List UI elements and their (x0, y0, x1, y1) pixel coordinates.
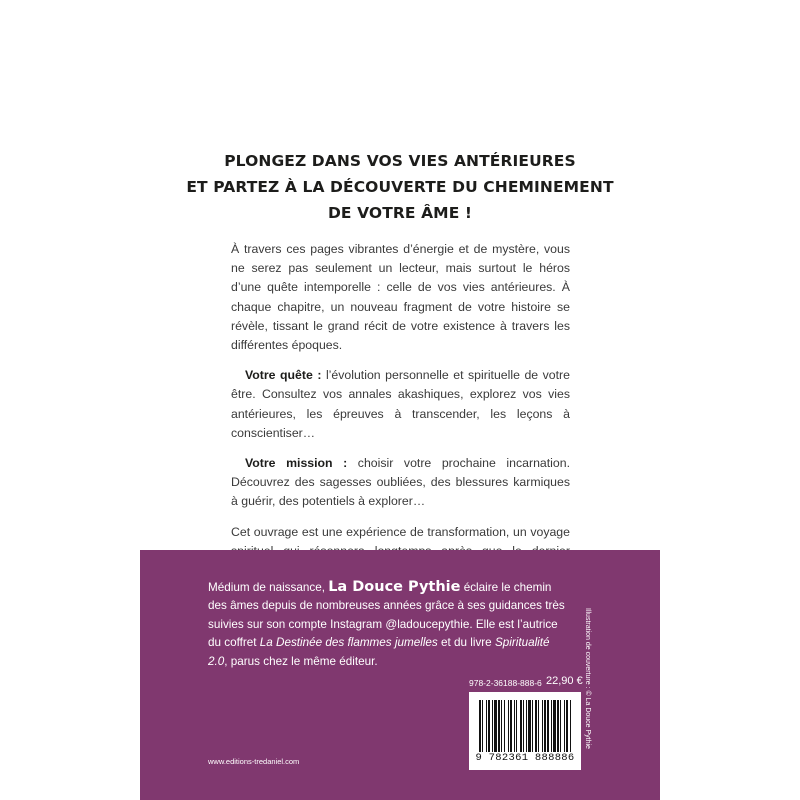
blurb-text (231, 240, 570, 591)
barcode-bar (504, 700, 505, 752)
blurb-paragraph-closing: Cet ouvrage est une expérience de transformation, un voyage (231, 524, 570, 539)
barcode-bar (523, 700, 524, 752)
headline-line-2: ET PARTEZ À LA DÉCOUVERTE DU CHEMINEMENT (186, 178, 614, 196)
barcode-bar (510, 700, 512, 752)
barcode-bar (535, 700, 537, 752)
barcode-bar (479, 700, 481, 752)
barcode-bar (494, 700, 497, 752)
headline (140, 148, 660, 226)
author-name: La Douce Pythie (328, 579, 461, 595)
author-panel (140, 550, 660, 800)
book-back-cover (140, 0, 660, 800)
barcode-bar (488, 700, 490, 752)
barcode-bar (532, 700, 533, 752)
bio-end: , parus chez le même éditeur. (224, 654, 378, 668)
barcode-bar (544, 700, 546, 752)
isbn-number: 978-2-36188-888-6 (469, 678, 542, 688)
blurb-paragraph-mission (231, 454, 570, 512)
barcode-bar (557, 700, 559, 752)
barcode-bar (501, 700, 502, 752)
headline-line-1: PLONGEZ DANS VOS VIES ANTÉRIEURES (224, 152, 576, 170)
barcode-bar (560, 700, 561, 752)
barcode-bar (528, 700, 531, 752)
publisher-website: www.editions-tredaniel.com (208, 757, 300, 766)
barcode-bar (520, 700, 522, 752)
barcode-bar (547, 700, 549, 752)
blurb-paragraph-quete (231, 366, 570, 443)
author-bio (208, 578, 568, 671)
mission-text: choisir votre prochaine incarnation. Découvrez des sagesses oubliées, des blessures karmiques à guérir, des potentiels à explorer… (231, 456, 570, 509)
book-title-coffret: La Destinée des flammes jumelles (259, 636, 438, 650)
barcode-digits: 9 782361 888886 (475, 752, 575, 764)
illustration-credit: Illustration de couverture : © La Douce Pythie (584, 608, 591, 749)
headline-line-3: DE VOTRE ÂME ! (327, 204, 473, 222)
barcode-bar (564, 700, 565, 752)
bio-intro: Médium de naissance, (208, 581, 329, 594)
barcode-bar (566, 700, 568, 752)
price: 22,90 € (546, 675, 583, 687)
barcode-bar (492, 700, 493, 752)
book-title-spiritualite: Spiritualité 2.0 (208, 636, 550, 668)
blurb-paragraph-intro: À travers ces pages vibrantes d’énergie et de mystère, vous ne serez pas seulement un lecteur, mais surtout le héros d’une quête intemporelle : celle de vos vies antérieures. À chaque chapitre, un nouveau fragment de votre histoire se révèle, tissant le grand récit de votre existence à travers les différentes époques. (231, 242, 570, 353)
barcode-bar (482, 700, 483, 752)
barcode (469, 692, 581, 770)
bio-middle: éclaire le chemin des âmes depuis de nombreuses années grâce à ses guidances très suivies sur son compte Instagram @ladoucepythie. Elle est l’autrice du coffret (208, 581, 565, 650)
barcode-bar (508, 700, 509, 752)
quete-label: Votre quête : (245, 368, 322, 383)
bio-between-titles: et du livre (437, 636, 495, 650)
mission-label: Votre mission : (245, 456, 348, 471)
barcode-bar (516, 700, 517, 752)
barcode-bar (486, 700, 487, 752)
barcode-bar (542, 700, 543, 752)
barcode-bar (570, 700, 571, 752)
barcode-bar (551, 700, 552, 752)
barcode-bar (538, 700, 539, 752)
barcode-bar (514, 700, 515, 752)
quete-text: l’évolution personnelle et spirituelle de votre être. Consultez vos annales akashiques, explorez vos vies antérieures, les épreuves à transcender, les leçons à conscientiser… (231, 368, 570, 440)
barcode-bars (479, 700, 571, 752)
barcode-bar (526, 700, 527, 752)
barcode-bar (498, 700, 500, 752)
barcode-bar (553, 700, 556, 752)
